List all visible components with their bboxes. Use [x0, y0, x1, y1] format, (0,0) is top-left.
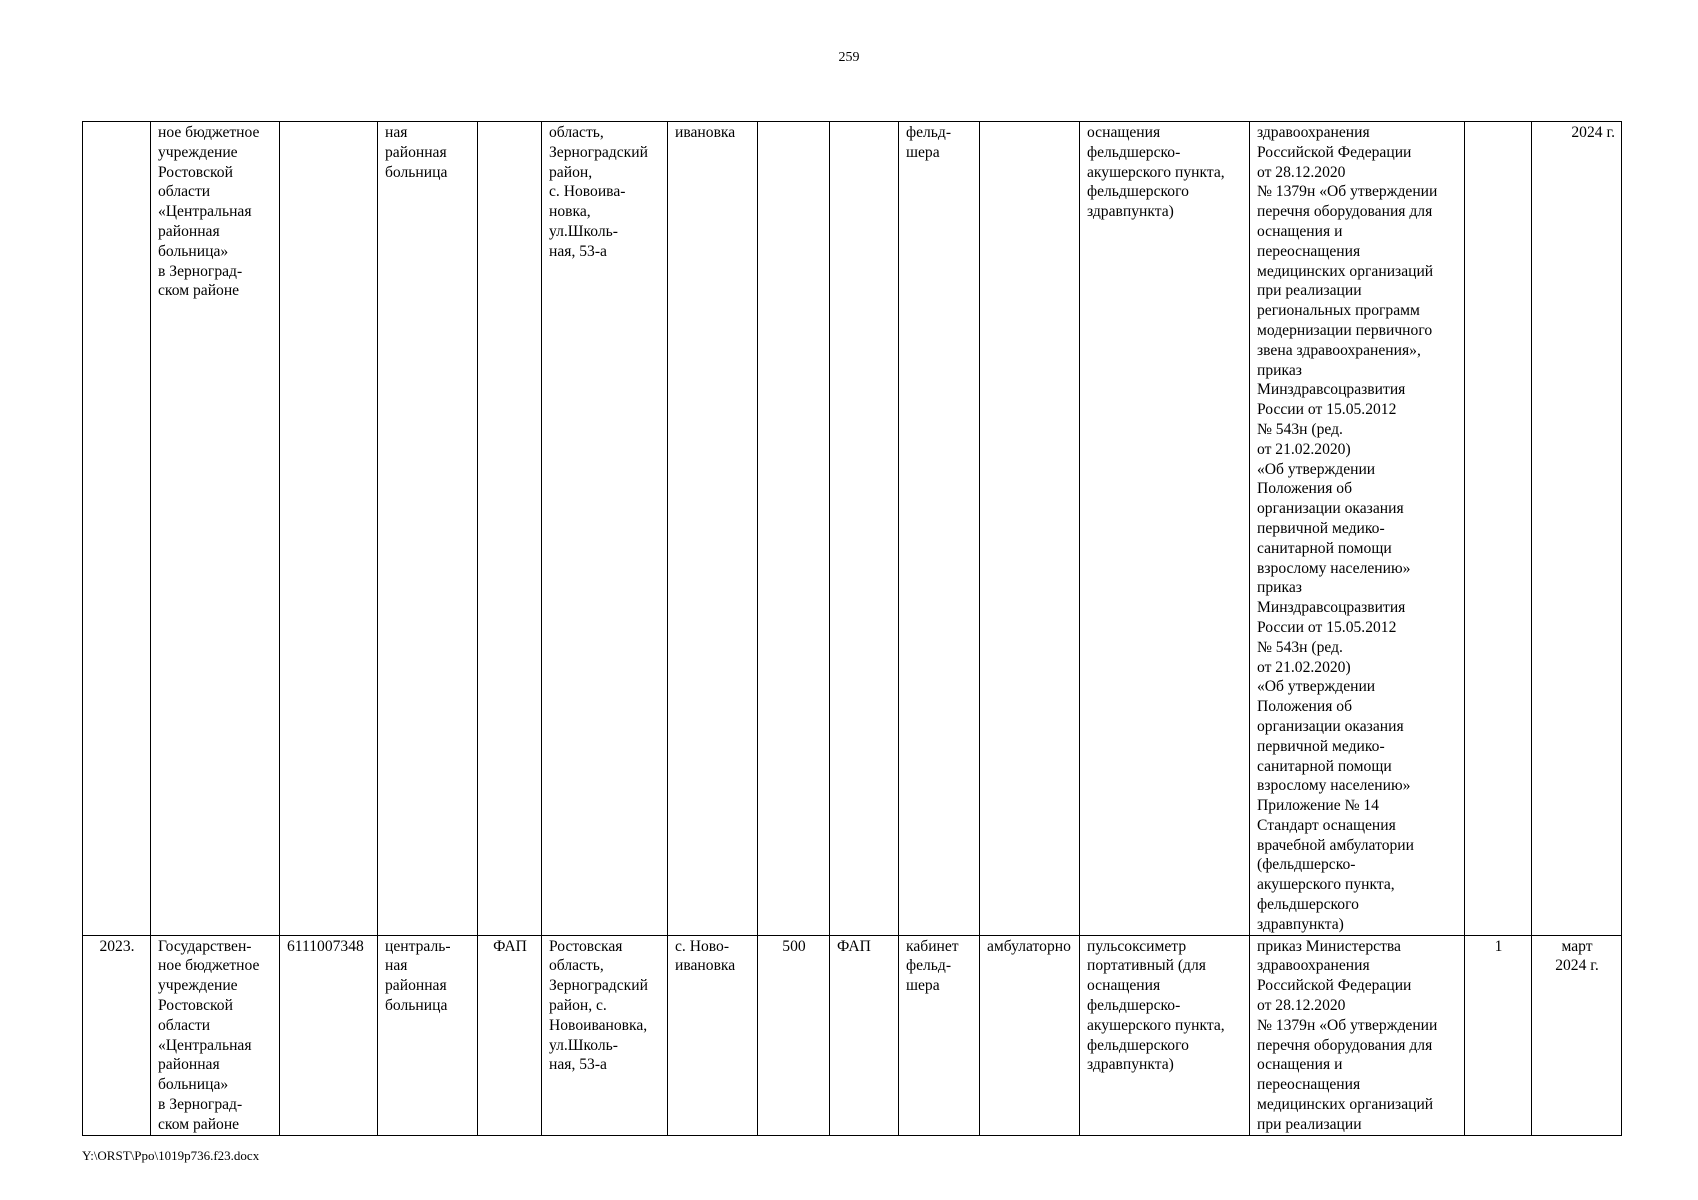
cell-population: 500	[758, 935, 830, 1135]
cell-organization: ное бюджетное учреждение Ростовской области «Центральная районная больница» в Зерноград- ском районе	[151, 122, 280, 936]
cell-number	[83, 122, 151, 936]
cell-population	[758, 122, 830, 936]
cell-org-type: централь- ная районная больница	[378, 935, 478, 1135]
cell-care-form: амбулаторно	[980, 935, 1080, 1135]
cell-basis: здравоохранения Российской Федерации от 28.12.2020 № 1379н «Об утверждении перечня оборудования для оснащения и переоснащения медицинских организаций при реализации региональных программ модернизации первичного звена здравоохранения», приказ Минздравсоцразвития России от 15.05.2012 № 543н (ред. от 21.02.2020) «Об утверждении Положения об организации оказания первичной медико- санитарной помощи взрослому населению» приказ Минздравсоцразвития России от 15.05.2012 № 543н (ред. от 21.02.2020) «Об утверждении Положения об организации оказания первичной медико- санитарной помощи взрослому населению» Приложение № 14 Стандарт оснащения врачебной амбулатории (фельдшерско- акушерского пункта, фельдшерского здравпункта)	[1250, 122, 1465, 936]
cell-quantity: 1	[1465, 935, 1532, 1135]
cell-quantity	[1465, 122, 1532, 936]
cell-facility	[830, 122, 899, 936]
cell-inn: 6111007348	[280, 935, 378, 1135]
cell-care-form	[980, 122, 1080, 936]
equipment-table	[82, 121, 1622, 1136]
cell-equipment: оснащения фельдшерско- акушерского пункта, фельдшерского здравпункта)	[1080, 122, 1250, 936]
cell-inn	[280, 122, 378, 936]
cell-date: 2024 г.	[1532, 122, 1622, 936]
cell-org-type: ная районная больница	[378, 122, 478, 936]
page-number: 259	[838, 50, 860, 65]
cell-settlement: ивановка	[668, 122, 758, 936]
cell-kind	[478, 122, 542, 936]
table-row	[83, 935, 1622, 1135]
cell-equipment: пульсоксиметр портативный (для оснащения фельдшерско- акушерского пункта, фельдшерского здравпункта)	[1080, 935, 1250, 1135]
cell-settlement: с. Ново- ивановка	[668, 935, 758, 1135]
cell-kind: ФАП	[478, 935, 542, 1135]
cell-address: Ростовская область, Зерноградский район, с. Новоивановка, ул.Школь- ная, 53-а	[542, 935, 668, 1135]
cell-basis: приказ Министерства здравоохранения Российской Федерации от 28.12.2020 № 1379н «Об утверждении перечня оборудования для оснащения и переоснащения медицинских организаций при реализации	[1250, 935, 1465, 1135]
cell-date: март 2024 г.	[1532, 935, 1622, 1135]
table-row	[83, 122, 1622, 936]
cell-room: кабинет фельд- шера	[899, 935, 980, 1135]
cell-facility: ФАП	[830, 935, 899, 1135]
cell-room: фельд- шера	[899, 122, 980, 936]
cell-number: 2023.	[83, 935, 151, 1135]
footer-file-path: Y:\ORST\Ppo\1019p736.f23.docx	[82, 1148, 260, 1163]
cell-organization: Государствен- ное бюджетное учреждение Ростовской области «Центральная районная больница» в Зерноград- ском районе	[151, 935, 280, 1135]
cell-address: область, Зерноградский район, с. Новоива- новка, ул.Школь- ная, 53-а	[542, 122, 668, 936]
